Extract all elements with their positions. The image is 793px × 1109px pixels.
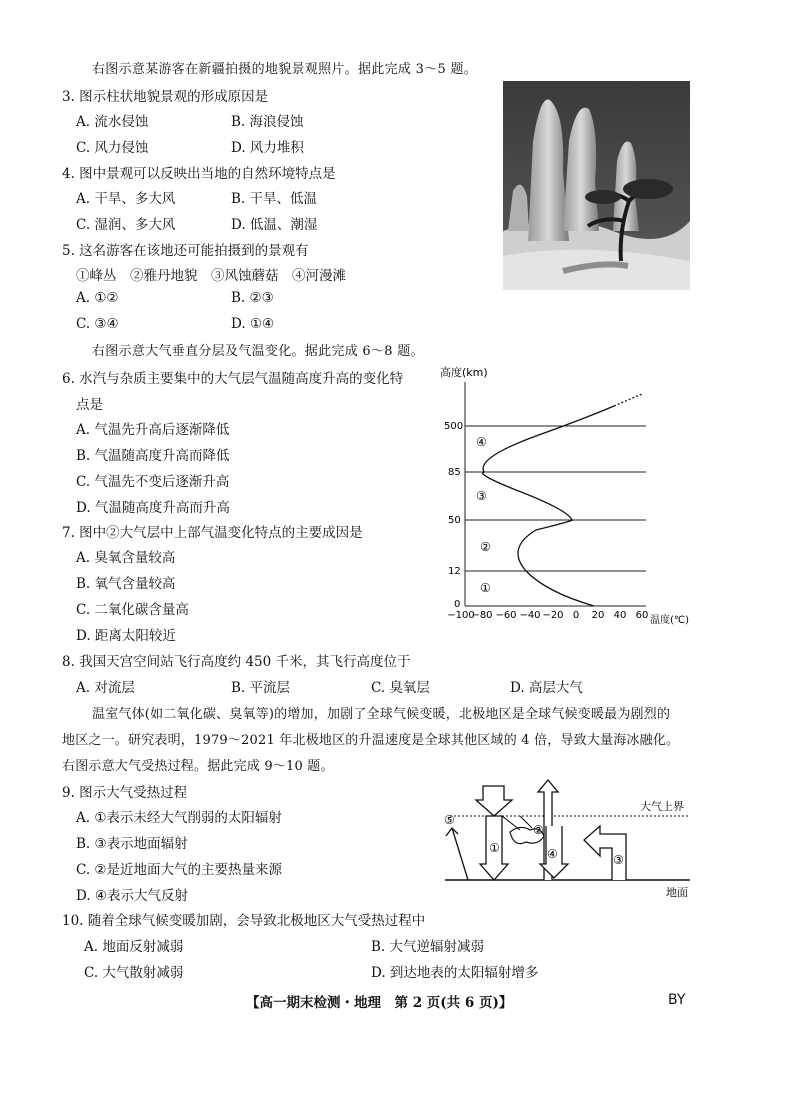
q10-option-d[interactable]: D. 到达地表的太阳辐射增多 [371, 965, 539, 981]
q7-stem: 7. 图中②大气层中上部气温变化特点的主要成因是 [62, 525, 363, 541]
q7-option-a[interactable]: A. 臭氧含量较高 [76, 550, 176, 566]
q9-option-a[interactable]: A. ①表示未经大气削弱的太阳辐射 [76, 810, 282, 826]
atmosphere-chart [436, 360, 696, 630]
q10-option-b[interactable]: B. 大气逆辐射减弱 [371, 939, 485, 955]
q9-stem: 9. 图示大气受热过程 [62, 785, 188, 801]
q7-option-c[interactable]: C. 二氧化碳含量高 [76, 602, 189, 618]
intro-q9-10-line3: 右图示意大气受热过程。据此完成 9～10 题。 [62, 759, 334, 774]
q8-stem: 8. 我国天宫空间站飞行高度约 450 千米，其飞行高度位于 [62, 654, 411, 670]
q5-option-b[interactable]: B. ②③ [231, 290, 274, 306]
xtick-40: 40 [613, 610, 627, 621]
q3-option-a[interactable]: A. 流水侵蚀 [76, 114, 149, 130]
q6-option-b[interactable]: B. 气温随高度升高而降低 [76, 448, 230, 464]
chart-xlabel: 温度(℃) [650, 615, 690, 626]
q8-option-a[interactable]: A. 对流层 [76, 680, 135, 696]
q3-stem: 3. 图示柱状地貌景观的形成原因是 [62, 89, 269, 105]
heat-process-diagram [440, 772, 700, 900]
intro-q9-10-line2: 地区之一。研究表明，1979～2021 年北极地区的升温速度是全球其他区域的 4 倍，导致大量海冰融化。 [62, 733, 680, 748]
temperature-curve-ext [614, 394, 642, 406]
q10-stem: 10. 随着全球气候变暖加剧，会导致北极地区大气受热过程中 [62, 913, 426, 929]
exam-code: BY [668, 992, 686, 1008]
q3-option-b[interactable]: B. 海浪侵蚀 [231, 114, 304, 130]
q10-option-c[interactable]: C. 大气散射减弱 [84, 965, 184, 981]
q4-option-a[interactable]: A. 干旱、多大风 [76, 191, 176, 207]
arrow-5 [446, 828, 468, 880]
layer-1-label: ① [480, 581, 491, 595]
xtick-m40: −40 [519, 610, 541, 621]
page-footer: 【高一期末检测・地理 第 2 页(共 6 页)】 [246, 995, 513, 1011]
label-4: ④ [547, 847, 558, 861]
q5-stem: 5. 这名游客在该地还可能拍摄到的景观有 [62, 243, 309, 259]
temperature-curve [483, 406, 614, 606]
layer-2-label: ② [480, 540, 491, 554]
q9-option-d[interactable]: D. ④表示大气反射 [76, 888, 189, 904]
q8-option-d[interactable]: D. 高层大气 [510, 680, 583, 696]
q3-option-c[interactable]: C. 风力侵蚀 [76, 140, 149, 156]
xtick-20: 20 [591, 610, 605, 621]
chart-ylabel: 高度(km) [440, 366, 488, 379]
label-2: ② [533, 823, 544, 837]
q6-stem: 6. 水汽与杂质主要集中的大气层气温随高度升高的变化特 [62, 371, 404, 387]
q7-option-d[interactable]: D. 距离太阳较近 [76, 628, 176, 644]
label-1: ① [489, 841, 500, 855]
q6-option-a[interactable]: A. 气温先升高后逐渐降低 [76, 422, 230, 438]
intro-q9-10-line1: 温室气体(如二氧化碳、臭氧等)的增加，加剧了全球气候变暖，北极地区是全球气候变暖最为剧烈的 [92, 707, 671, 722]
ytick-0: 0 [454, 599, 461, 610]
q9-option-c[interactable]: C. ②是近地面大气的主要热量来源 [76, 862, 283, 878]
xtick-60: 60 [635, 610, 649, 621]
scatter-arrow [502, 816, 520, 830]
xtick-m60: −60 [495, 610, 517, 621]
q6-stem-cont: 点是 [76, 397, 103, 413]
q6-option-d[interactable]: D. 气温随高度升高而升高 [76, 500, 230, 516]
q4-option-b[interactable]: B. 干旱、低温 [231, 191, 318, 207]
xtick-m20: −20 [542, 610, 564, 621]
q8-option-c[interactable]: C. 臭氧层 [371, 680, 430, 696]
intro-q6-8: 右图示意大气垂直分层及气温变化。据此完成 6～8 题。 [92, 344, 424, 359]
q10-option-a[interactable]: A. 地面反射减弱 [84, 939, 184, 955]
solar-arrow-top [476, 786, 512, 816]
q5-option-d[interactable]: D. ①④ [231, 316, 275, 332]
ytick-85: 85 [448, 467, 461, 478]
q5-items: ①峰丛 ②雅丹地貌 ③风蚀蘑菇 ④河漫滩 [76, 268, 346, 284]
ytick-50: 50 [448, 515, 461, 526]
xtick-m80: −80 [471, 610, 493, 621]
xtick-m100: −100 [447, 610, 475, 621]
q4-option-d[interactable]: D. 低温、潮湿 [231, 217, 318, 233]
q4-option-c[interactable]: C. 湿润、多大风 [76, 217, 176, 233]
ytick-12: 12 [448, 566, 461, 577]
label-3: ③ [613, 853, 624, 867]
label-5: ⑤ [444, 813, 455, 827]
q4-stem: 4. 图中景观可以反映出当地的自然环境特点是 [62, 166, 336, 182]
q3-option-d[interactable]: D. 风力堆积 [231, 140, 304, 156]
intro-q3-5: 右图示意某游客在新疆拍摄的地貌景观照片。据此完成 3～5 题。 [92, 62, 478, 77]
q8-option-b[interactable]: B. 平流层 [231, 680, 291, 696]
layer-4-label: ④ [476, 435, 487, 449]
q7-option-b[interactable]: B. 氧气含量较高 [76, 576, 176, 592]
q9-option-b[interactable]: B. ③表示地面辐射 [76, 836, 188, 852]
xtick-0: 0 [572, 610, 580, 621]
ground-label: 地面 [666, 886, 688, 899]
atmosphere-top-label: 大气上界 [640, 800, 684, 813]
layer-3-label: ③ [476, 489, 487, 503]
q5-option-a[interactable]: A. ①② [76, 290, 119, 306]
q5-option-c[interactable]: C. ③④ [76, 316, 119, 332]
q6-option-c[interactable]: C. 气温先不变后逐渐升高 [76, 474, 230, 490]
landform-photo [503, 81, 690, 290]
ytick-500: 500 [444, 421, 464, 432]
